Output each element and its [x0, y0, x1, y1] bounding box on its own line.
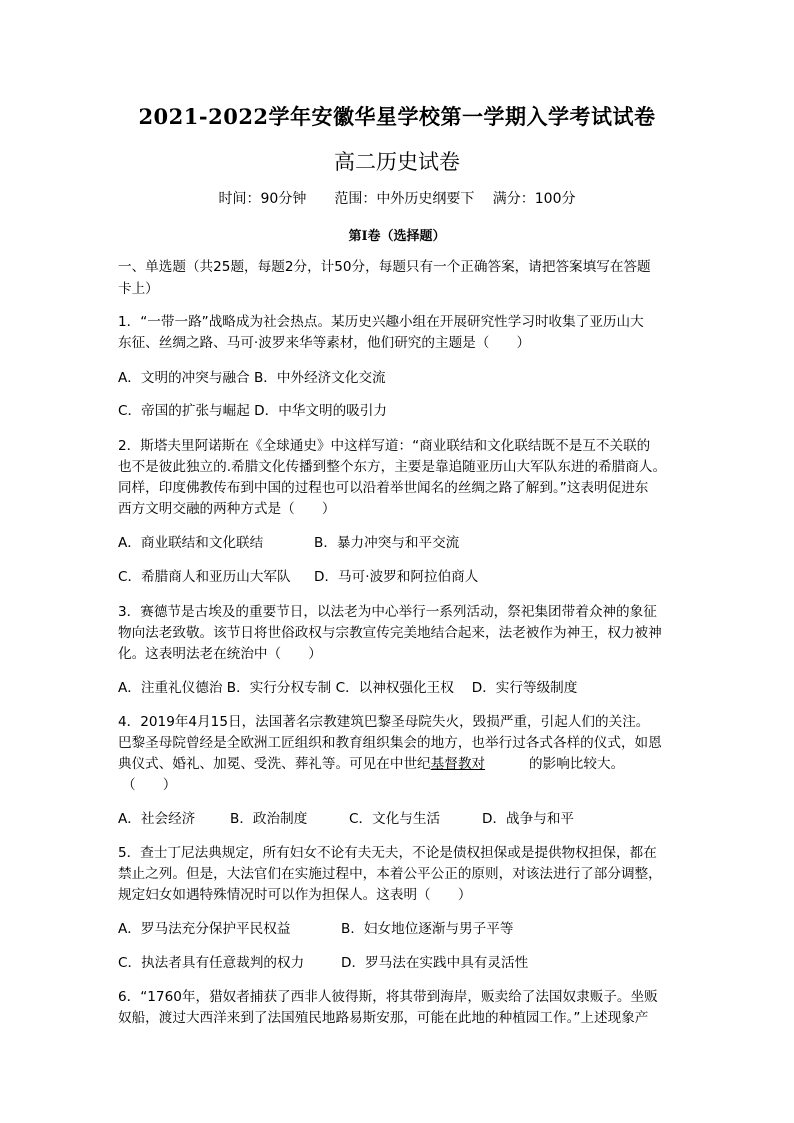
answer-parentheses: （ ）: [122, 777, 177, 793]
question-5-option-d: D．罗马法在实践中具有灵活性: [341, 955, 529, 971]
question-2-text: 同样，印度佛教传布到中国的过程也可以沿着举世闻名的丝绸之路了解到。”这表明促进东: [118, 480, 649, 496]
question-5-text: 禁止之列。但是，大法官们在实施过程中，本着公平公正的原则，对该法进行了部分调整，: [118, 866, 662, 882]
question-5-text: 规定妇女如遇特殊情况时可以作为担保人。这表明（ ）: [118, 887, 472, 903]
question-2-option-c: C．希腊商人和亚历山大军队: [118, 569, 291, 585]
question-3-text: 3．赛德节是古埃及的重要节日，以法老为中心举行一系列活动，祭祀集团带着众神的象征: [118, 604, 657, 620]
question-4-option-d: D．战争与和平: [482, 811, 575, 827]
question-3-text: 物向法老致敬。该节日将世俗政权与宗教宣传完美地结合起来，法老被作为神王，权力被神: [118, 625, 662, 641]
question-1-text: 东征、丝绸之路、马可·波罗来华等素材，他们研究的主题是（ ）: [118, 335, 531, 351]
question-3-text: 化。这表明法老在统治中（ ）: [118, 646, 322, 662]
question-4-text: [118, 755, 624, 774]
question-5-text: 5．查士丁尼法典规定，所有妇女不论有夫无夫，不论是债权担保或是提供物权担保，都在: [118, 845, 657, 861]
question-4-option-c: C．文化与生活: [349, 811, 441, 827]
question-4-underlined: 基督教对: [430, 756, 486, 772]
instructions-line: 一、单选题（共25题，每题2分，计50分，每题只有一个正确答案，请把答案填写在答题: [118, 259, 651, 275]
question-4-text: 4．2019年4月15日，法国著名宗教建筑巴黎圣母院失火，毁损严重，引起人们的关注。: [118, 714, 650, 730]
question-4-option-b: B．政治制度: [230, 811, 308, 827]
question-5-option-b: B．妇女地位逐渐与男子平等: [341, 921, 514, 937]
exam-title: 2021-2022学年安徽华星学校第一学期入学考试试卷: [138, 104, 656, 129]
instructions-line: 卡上）: [118, 281, 159, 297]
section-heading: 第Ⅰ卷（选择题）: [348, 229, 446, 244]
question-2-text: 西方文明交融的两种方式是（ ）: [118, 501, 336, 517]
question-2-option-b: B．暴力冲突与和平交流: [314, 535, 460, 551]
question-2-option-d: D．马可·波罗和阿拉伯商人: [314, 569, 479, 585]
question-5-option-a: A．罗马法充分保护平民权益: [118, 921, 291, 937]
question-2-text: 也不是彼此独立的.希腊文化传播到整个东方，主要是靠追随亚历山大军队东进的希腊商人。: [118, 459, 667, 475]
question-3-options: A．注重礼仪德治 B．实行分权专制 C．以神权强化王权 D．实行等级制度: [118, 680, 578, 696]
question-4-option-a: A．社会经济: [118, 811, 196, 827]
question-2-option-a: A．商业联结和文化联结: [118, 535, 264, 551]
question-6-text: 奴船，渡过大西洋来到了法国殖民地路易斯安那，可能在此地的种植园工作。”上述现象产: [118, 1010, 649, 1026]
exam-meta: 时间：90分钟 范围：中外历史纲要下 满分：100分: [218, 191, 576, 207]
question-4-text-start: 典仪式、婚礼、加冕、受洗、葬礼等。可见在中世纪: [118, 756, 431, 772]
question-1-options: A．文明的冲突与融合 B．中外经济文化交流: [118, 370, 386, 386]
question-1-options: C．帝国的扩张与崛起 D．中华文明的吸引力: [118, 403, 387, 419]
question-4-text-end: 的影响比较大。: [529, 756, 625, 772]
question-1-text: 1．“一带一路”战略成为社会热点。某历史兴趣小组在开展研究性学习时收集了亚历山大: [118, 314, 644, 330]
question-2-text: 2．斯塔夫里阿诺斯在《全球通史》中这样写道：“商业联结和文化联结既不是互不关联的: [118, 438, 651, 454]
question-6-text: 6．“1760年，猎奴者捕获了西非人彼得斯，将其带到海岸，贩卖给了法国奴隶贩子。坐贩: [118, 989, 658, 1005]
question-5-option-c: C．执法者具有任意裁判的权力: [118, 955, 305, 971]
question-4-text: 巴黎圣母院曾经是全欧洲工匠组织和教育组织集会的地方，也举行过各式各样的仪式，如恩: [118, 735, 662, 751]
exam-subtitle: 高二历史试卷: [334, 150, 460, 174]
